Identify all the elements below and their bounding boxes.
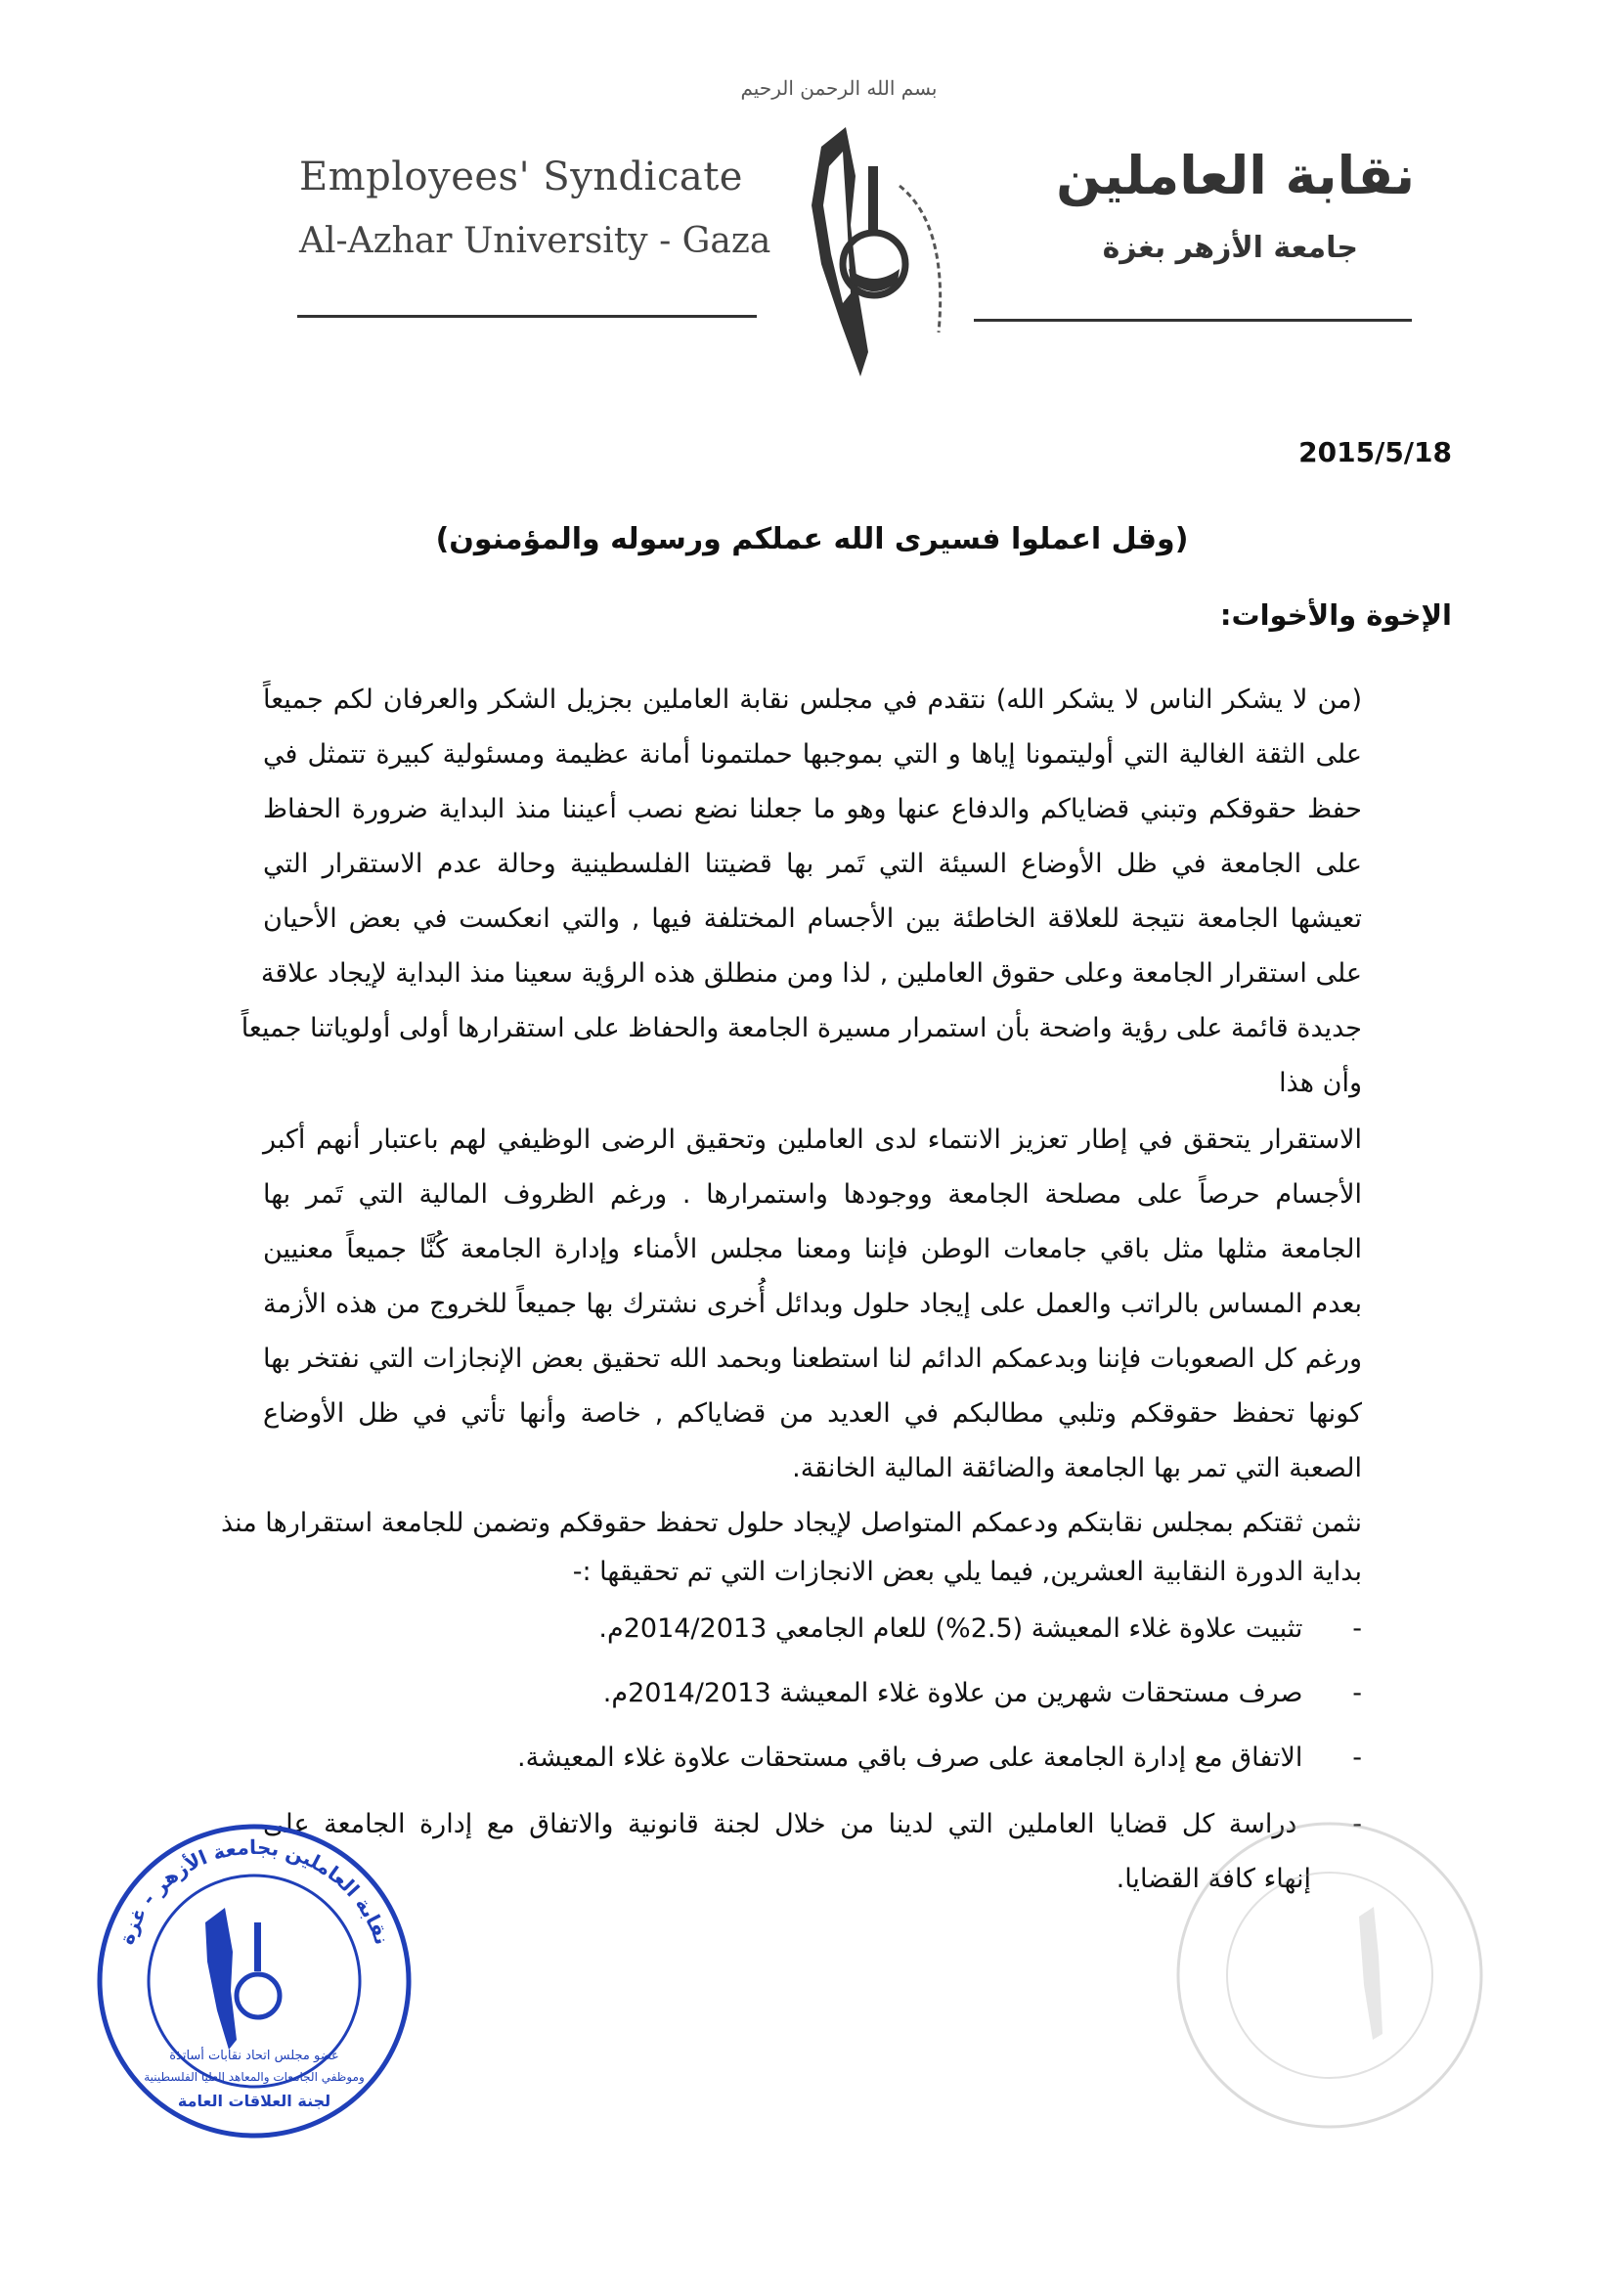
bullet-dash: - xyxy=(1352,1743,1362,1773)
achievement-text: دراسة كل قضايا العاملين التي لدينا من خلال لجنة قانونية والاتفاق مع إدارة الجامعة على xyxy=(263,1809,1297,1839)
achievement-text: إنهاء كافة القضايا. xyxy=(1116,1864,1311,1894)
official-stamp xyxy=(88,1815,420,2147)
faint-stamp-bleed xyxy=(1163,1809,1496,2141)
basmala: بسم الله الرحمن الرحيم xyxy=(740,76,938,100)
stamp-ring-text: نقابة العاملين بجامعة الأزهر - غزة xyxy=(113,1834,395,1948)
body-line: نثمن ثقتكم بمجلس نقابتكم ودعمكم المتواصل لإيجاد حلول تحفظ حقوقكم وتضمن للجامعة استقرارها منذ xyxy=(220,1508,1362,1538)
body-line: الأجسام حرصاً على مصلحة الجامعة ووجودها واستمرارها . ورغم الظروف المالية التي تَمر بها xyxy=(263,1179,1362,1210)
stamp-inner-text-2: وموظفي الجامعات والمعاهد العليا الفلسطينية xyxy=(144,2070,365,2084)
achievement-item xyxy=(263,1613,1362,1644)
achievement-item xyxy=(263,1743,1362,1773)
english-subtitle: Al-Azhar University - Gaza xyxy=(299,221,771,261)
header-rule-left xyxy=(297,315,757,318)
greeting: الإخوة والأخوات: xyxy=(1219,598,1452,632)
body-line: جديدة قائمة على رؤية واضحة بأن استمرار مسيرة الجامعة والحفاظ على استقرارها أولى أولوياتنا جميعاً xyxy=(241,1013,1362,1043)
syndicate-logo xyxy=(753,108,978,391)
quran-verse: (وقل اعملوا فسيرى الله عملكم ورسوله والمؤمنون) xyxy=(435,522,1189,556)
body-line: وأن هذا xyxy=(1279,1068,1362,1098)
body-line: (من لا يشكر الناس لا يشكر الله) نتقدم في مجلس نقابة العاملين بجزيل الشكر والعرفان لكم جميعاً xyxy=(263,684,1362,715)
body-line: تعيشها الجامعة نتيجة للعلاقة الخاطئة بين الأجسام المختلفة فيها , والتي انعكست في بعض الأحيان xyxy=(263,904,1362,934)
arabic-subtitle: جامعة الأزهر بغزة xyxy=(1102,231,1358,265)
body-line: الجامعة مثلها مثل باقي جامعات الوطن فإننا ومعنا مجلس الأمناء وإدارة الجامعة كُنَّا جميعاً معنيين xyxy=(263,1234,1362,1264)
achievement-item xyxy=(263,1678,1362,1708)
body-line: على استقرار الجامعة وعلى حقوق العاملين , لذا ومن منطلق هذه الرؤية سعينا منذ البداية لإيجاد علاقة xyxy=(260,958,1362,989)
header-rule-right xyxy=(974,319,1412,322)
bullet-dash: - xyxy=(1352,1678,1362,1708)
arabic-title: نقابة العاملين xyxy=(1056,145,1415,206)
achievement-text: تثبيت علاوة غلاء المعيشة (2.5%) للعام الجامعي 2014/2013م. xyxy=(598,1613,1303,1644)
body-line: بعدم المساس بالراتب والعمل على إيجاد حلول وبدائل أُخرى نشترك بها جميعاً للخروج من هذه الأزمة xyxy=(263,1289,1362,1319)
stamp-inner-text-3: لجنة العلاقات العامة xyxy=(177,2092,331,2110)
english-title: Employees' Syndicate xyxy=(299,154,743,199)
body-line: الاستقرار يتحقق في إطار تعزيز الانتماء لدى العاملين وتحقيق الرضى الوظيفي لهم باعتبار أنهم أكبر xyxy=(263,1125,1362,1155)
stamp-inner-text-1: عضو مجلس اتحاد نقابات أساتذة xyxy=(169,2049,339,2063)
body-line: على الجامعة في ظل الأوضاع السيئة التي تَمر بها قضيتنا الفلسطينية وحالة عدم الاستقرار التي xyxy=(263,849,1362,879)
achievement-text: صرف مستحقات شهرين من علاوة غلاء المعيشة 2014/2013م. xyxy=(602,1678,1303,1708)
body-line: حفظ حقوقكم وتبني قضاياكم والدفاع عنها وهو ما جعلنا نضع نصب أعيننا منذ البداية ضرورة الحفاظ xyxy=(263,794,1362,824)
body-line: على الثقة الغالية التي أوليتمونا إياها و التي بموجبها حملتمونا أمانة عظيمة ومسئولية كبيرة تتمثل في xyxy=(263,739,1362,770)
body-line: ورغم كل الصعوبات فإننا وبدعمكم الدائم لنا استطعنا وبحمد الله تحقيق بعض الإنجازات التي نفتخر بها xyxy=(263,1344,1362,1374)
bullet-dash: - xyxy=(1352,1613,1362,1644)
letter-date: 2015/5/18 xyxy=(1298,436,1452,468)
body-line: كونها تحفظ حقوقكم وتلبي مطالبكم في العديد من قضاياكم , خاصة وأنها تأتي في ظل الأوضاع xyxy=(263,1398,1362,1429)
achievement-text: الاتفاق مع إدارة الجامعة على صرف باقي مستحقات علاوة غلاء المعيشة. xyxy=(517,1743,1303,1773)
bullet-dash: - xyxy=(1352,1809,1362,1839)
body-line: الصعبة التي تمر بها الجامعة والضائقة المالية الخانقة. xyxy=(792,1453,1362,1483)
body-line: بداية الدورة النقابية العشرين, فيما يلي بعض الانجازات التي تم تحقيقها :- xyxy=(572,1557,1362,1587)
